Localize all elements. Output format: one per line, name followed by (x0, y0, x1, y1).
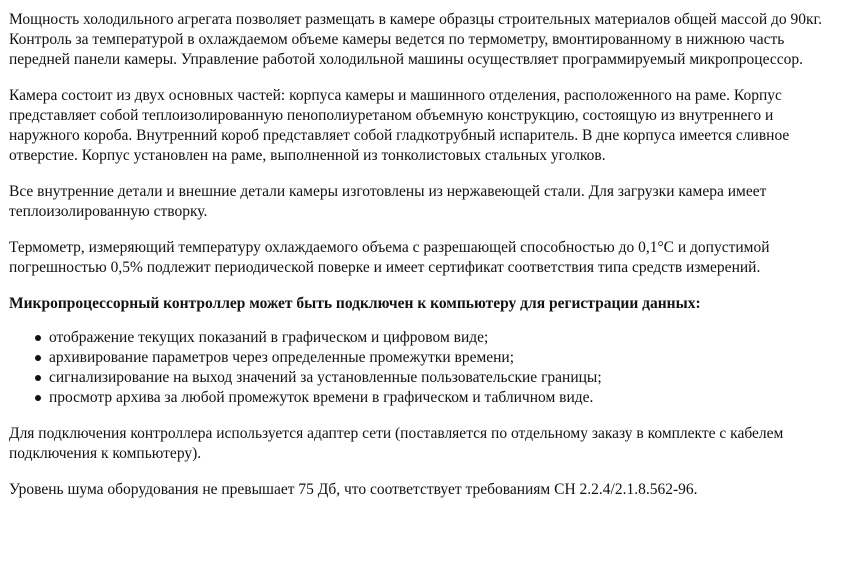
list-item (49, 348, 843, 368)
bullet-icon (35, 335, 41, 341)
feature-list (9, 328, 843, 408)
paragraph-capacity: Мощность холодильного агрегата позволяет размещать в камере образцы строительных материалов общей массой до 90кг. Контроль за температурой в охлаждаемом объеме камеры ведется по термометру, вмонтированному в нижнюю часть передней панели камеры. Управление работой холодильной машины осуществляет программируемый микропроцессор. (9, 11, 823, 68)
paragraph-materials: Все внутренние детали и внешние детали камеры изготовлены из нержавеющей стали. Для загрузки камера имеет теплоизолированную створку. (9, 183, 767, 220)
paragraph-noise: Уровень шума оборудования не превышает 75 Дб, что соответствует требованиям СН 2.2.4/2.1.8.562-96. (9, 481, 698, 498)
list-item-text: архивирование параметров через определенные промежутки времени; (49, 349, 515, 366)
list-item (49, 388, 843, 408)
list-item (49, 368, 843, 388)
paragraph-construction: Камера состоит из двух основных частей: корпуса камеры и машинного отделения, расположенного на раме. Корпус представляет собой теплоизолированную пенополиуретаном объемную конструкцию, состоящую из внутреннего и наружного короба. Внутренний короб представляет собой гладкотрубный испаритель. В дне корпуса имеется сливное отверстие. Корпус установлен на раме, выполненной из тонколистовых стальных уголков. (9, 87, 790, 164)
paragraph-adapter: Для подключения контроллера используется адаптер сети (поставляется по отдельному заказу в комплекте с кабелем подключения к компьютеру). (9, 425, 784, 462)
bullet-icon (35, 355, 41, 361)
bullet-icon (35, 375, 41, 381)
list-item-text: просмотр архива за любой промежуток времени в графическом и табличном виде. (49, 389, 594, 406)
list-item-text: отображение текущих показаний в графическом и цифровом виде; (49, 329, 489, 346)
list-item-text: сигнализирование на выход значений за установленные пользовательские границы; (49, 369, 602, 386)
paragraph-thermometer: Термометр, измеряющий температуру охлаждаемого объема с разрешающей способностью до 0,1°С и допустимой погрешностью 0,5% подлежит периодической поверке и имеет сертификат соответствия типа средств измерений. (9, 239, 770, 276)
list-item (49, 328, 843, 348)
controller-heading: Микропроцессорный контроллер может быть подключен к компьютеру для регистрации данных: (9, 295, 701, 312)
bullet-icon (35, 395, 41, 401)
